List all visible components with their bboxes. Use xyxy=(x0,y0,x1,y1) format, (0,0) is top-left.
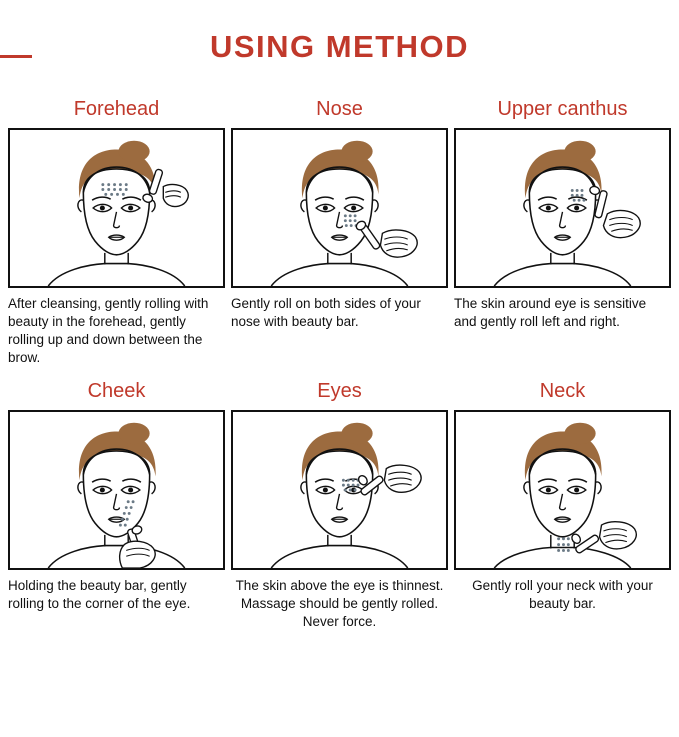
panel-caption: Gently roll on both sides of your nose with beauty bar. xyxy=(231,296,421,329)
panel-title: Neck xyxy=(539,380,586,403)
panel-title: Upper canthus xyxy=(497,98,628,121)
illustration-eyes xyxy=(231,410,448,570)
illustration-cheek xyxy=(8,410,225,570)
panel-caption: The skin around eye is sensitive and gently roll left and right. xyxy=(454,296,647,329)
panel-caption: Gently roll your neck with your beauty bar. xyxy=(472,578,653,612)
panel-forehead xyxy=(8,98,225,380)
panel-cheek xyxy=(8,380,225,644)
panel-caption: After cleansing, gently rolling with beauty in the forehead, gently rolling up and down between the brow. xyxy=(8,296,209,365)
panel-title: Eyes xyxy=(317,380,362,403)
illustration-forehead xyxy=(8,128,225,288)
panel-grid xyxy=(0,98,679,645)
panel-title: Cheek xyxy=(87,380,146,403)
title-underline xyxy=(0,55,32,58)
title-area xyxy=(0,0,679,64)
panel-caption: The skin above the eye is thinnest. Massage should be gently rolled. Never force. xyxy=(235,578,444,629)
page-title: USING METHOD xyxy=(209,29,470,64)
panel-title: Nose xyxy=(316,98,363,121)
panel-upper-canthus xyxy=(454,98,671,380)
illustration-upper-canthus xyxy=(454,128,671,288)
panel-eyes xyxy=(231,380,448,644)
illustration-nose xyxy=(231,128,448,288)
panel-neck xyxy=(454,380,671,644)
panel-title: Forehead xyxy=(73,98,160,121)
illustration-neck xyxy=(454,410,671,570)
panel-caption: Holding the beauty bar, gently rolling to the corner of the eye. xyxy=(8,578,191,612)
panel-nose xyxy=(231,98,448,380)
